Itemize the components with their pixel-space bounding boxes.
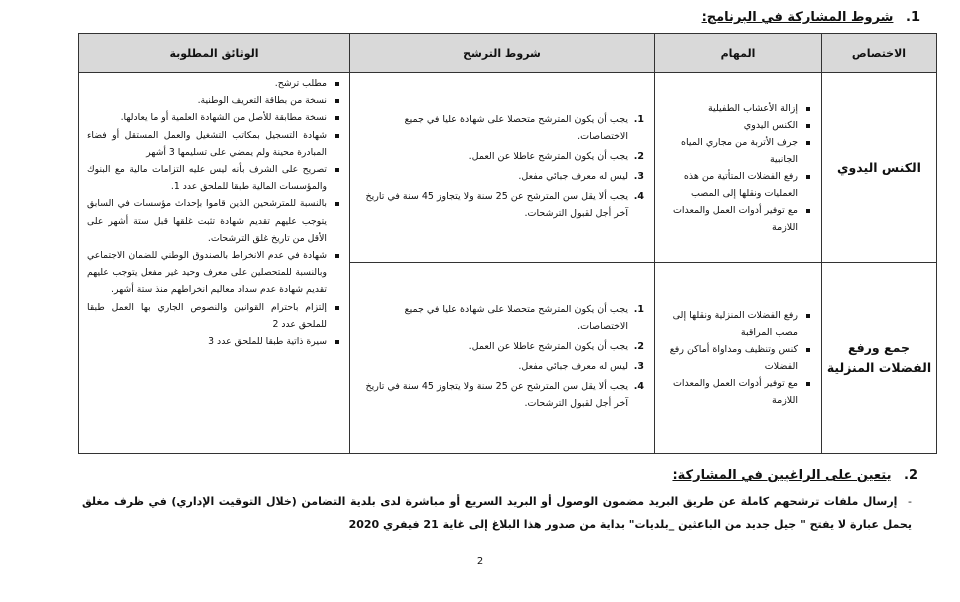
task-item: مع توفير أدوات العمل والمعدات اللازمة — [661, 375, 811, 409]
condition-number: 4. — [633, 190, 644, 202]
condition-text: يجب ألا يقل سن المترشح عن 25 سنة ولا يتجاوز 45 سنة في تاريخ آخر أجل لقبول الترشحات. — [365, 190, 628, 219]
header-specialty: الاختصاص — [822, 34, 937, 73]
requirements-table — [78, 33, 937, 454]
list-dash: - — [908, 495, 912, 508]
section-1-title: شروط المشاركة في البرنامج: — [701, 10, 894, 25]
tasks-cell — [655, 263, 822, 454]
section-1-heading — [702, 10, 920, 25]
document-item: شهادة التسجيل بمكاتب التشغيل والعمل المستقل أو فضاء المبادرة محينة ولم يمضي على تسليمها 3 أشهر — [87, 127, 341, 161]
document-item: تصريح على الشرف بأنه ليس عليه التزامات مالية مع البنوك والمؤسسات المالية طبقا للملحق عدد 1. — [87, 161, 341, 195]
condition-item — [360, 188, 644, 222]
condition-item — [360, 168, 644, 185]
document-item: بالنسبة للمترشحين الذين قاموا بإحداث مؤسسات في السابق يتوجب عليهم تقديم شهادة تثبت غلقها قبل ستة أشهر على الأقل من تاريخ غلق الترشحات. — [87, 195, 341, 247]
task-item: جرف الأتربة من مجاري المياه الجانبية — [661, 134, 811, 168]
task-item: كنس وتنظيف ومداواة أماكن رفع الفضلات — [661, 341, 811, 375]
condition-item — [360, 111, 644, 145]
document-item: نسخة مطابقة للأصل من الشهادة العلمية أو ما يعادلها. — [87, 109, 341, 126]
document-item: إلتزام باحترام القوانين والنصوص الجاري بها العمل طبقا للملحق عدد 2 — [87, 299, 341, 333]
section-2-text: إرسال ملفات ترشحهم كاملة عن طريق البريد مضمون الوصول أو البريد السريع أو مباشرة لدى بلدية التضامن (خلال التوقيت الإداري) في ظرف مغلق يحمل عبارة لا يفتح " جيل جديد من الباعثين _بلديات" بداية من صدور هذا البلاغ إلى غاية 21 فيفري 2020 — [82, 495, 912, 531]
document-item: نسخة من بطاقة التعريف الوطنية. — [87, 92, 341, 109]
document-item: مطلب ترشح. — [87, 75, 341, 92]
condition-number: 2. — [633, 150, 644, 162]
condition-text: يجب أن يكون المترشح متحصلا على شهادة عليا في جميع الاختصاصات. — [404, 304, 628, 332]
section-1-number: 1. — [906, 10, 920, 25]
task-item: رفع الفضلات المتأتية من هذه العمليات ونقلها إلى المصب — [661, 168, 811, 202]
condition-text: ليس له معرف جبائي مفعل. — [518, 361, 628, 372]
section-2-title: يتعين على الراغبين في المشاركة: — [672, 468, 892, 483]
header-documents: الوثائق المطلوبة — [79, 34, 350, 73]
condition-number: 4. — [633, 381, 644, 392]
condition-number: 1. — [633, 304, 644, 315]
table-row — [79, 73, 937, 263]
condition-text: يجب أن يكون المترشح عاطلا عن العمل. — [468, 150, 628, 162]
section-2-paragraph — [82, 490, 912, 536]
condition-item — [360, 378, 644, 412]
specialty-cell: الكنس اليدوي — [822, 73, 937, 263]
task-item: إزالة الأعشاب الطفيلية — [661, 100, 811, 117]
documents-cell — [79, 73, 350, 454]
condition-item — [360, 148, 644, 165]
section-2-heading — [672, 468, 918, 483]
condition-item — [360, 301, 644, 335]
header-tasks: المهام — [655, 34, 822, 73]
condition-number: 3. — [633, 170, 644, 182]
condition-text: ليس له معرف جبائي مفعل. — [518, 170, 628, 182]
condition-text: يجب أن يكون المترشح عاطلا عن العمل. — [468, 341, 628, 352]
tasks-cell — [655, 73, 822, 263]
condition-item — [360, 358, 644, 375]
document-item: سيرة ذاتية طبقا للملحق عدد 3 — [87, 333, 341, 350]
conditions-cell — [350, 73, 655, 263]
condition-number: 3. — [633, 361, 644, 372]
header-conditions: شروط الترشح — [350, 34, 655, 73]
table-header-row — [79, 34, 937, 73]
page-number: 2 — [476, 556, 484, 567]
task-item: رفع الفضلات المنزلية ونقلها إلى مصب المراقبة — [661, 307, 811, 341]
condition-number: 2. — [633, 341, 644, 352]
task-item: الكنس اليدوي — [661, 117, 811, 134]
document-item: شهادة في عدم الانخراط بالصندوق الوطني للضمان الاجتماعي وبالنسبة للمتحصلين على معرف وحيد غير مفعل يتوجب عليهم تقديم شهادة عدم سداد معاليم انخراطهم منذ ستة أشهر. — [87, 247, 341, 299]
specialty-cell: جمع ورفع الفضلات المنزلية — [822, 263, 937, 454]
condition-item — [360, 338, 644, 355]
condition-number: 1. — [633, 113, 644, 125]
conditions-cell — [350, 263, 655, 454]
condition-text: يجب ألا يقل سن المترشح عن 25 سنة ولا يتجاوز 45 سنة في تاريخ آخر أجل لقبول الترشحات. — [365, 381, 628, 409]
section-2-number: 2. — [904, 468, 918, 483]
task-item: مع توفير أدوات العمل والمعدات اللازمة — [661, 202, 811, 236]
condition-text: يجب أن يكون المترشح متحصلا على شهادة عليا في جميع الاختصاصات. — [404, 113, 628, 142]
